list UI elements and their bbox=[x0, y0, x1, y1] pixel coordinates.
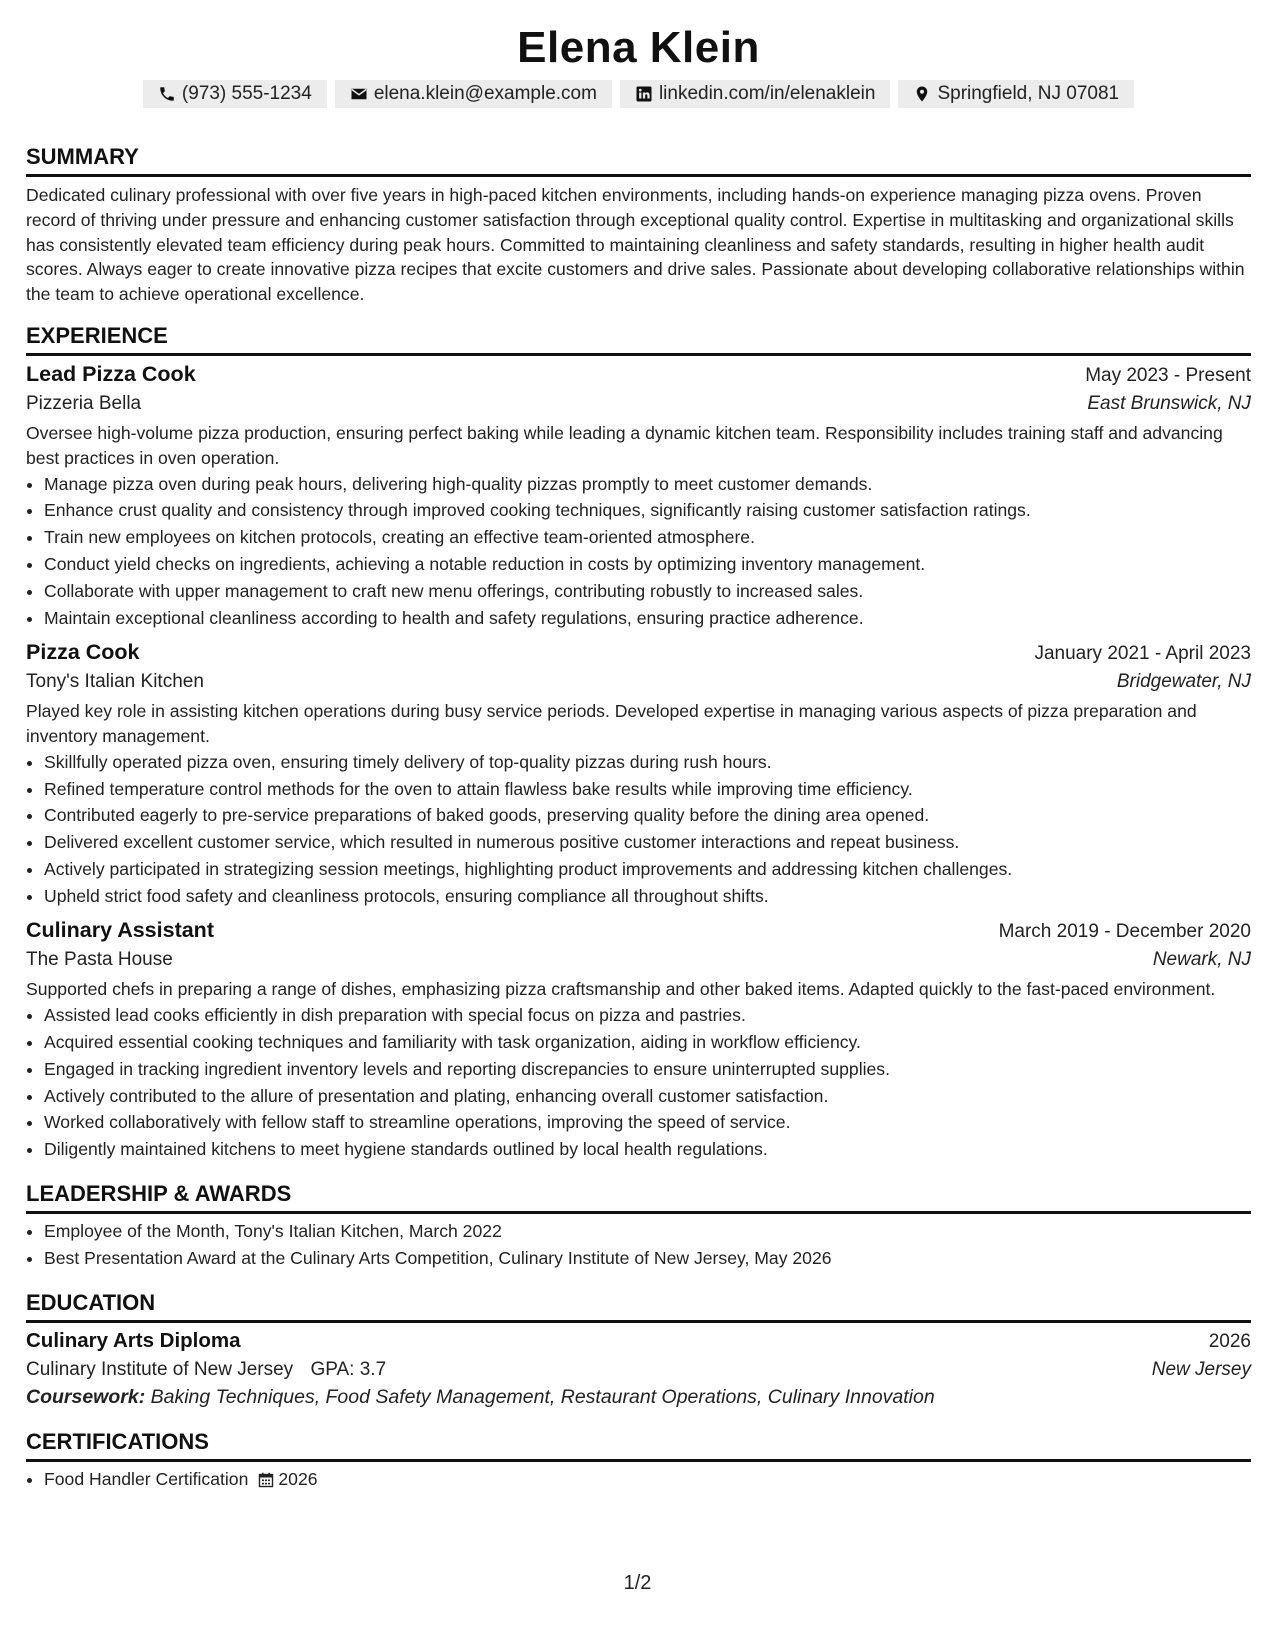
envelope-icon bbox=[350, 85, 368, 103]
list-item bbox=[44, 1466, 1251, 1493]
job-title: Lead Pizza Cook bbox=[26, 361, 196, 386]
list-item: • Worked collaboratively with fellow staff to streamline operations, improving the speed of service. bbox=[44, 1109, 1251, 1136]
contact-linkedin-text: linkedin.com/in/elenaklein bbox=[658, 83, 876, 104]
section-title-education: EDUCATION bbox=[26, 1290, 1251, 1323]
map-pin-icon bbox=[913, 85, 931, 103]
certification-name: • Food Handler Certification bbox=[44, 1469, 249, 1490]
job-bullets bbox=[26, 749, 1251, 910]
contact-location bbox=[898, 80, 1134, 108]
education-location: New Jersey bbox=[1151, 1359, 1251, 1381]
section-title-leadership: LEADERSHIP & AWARDS bbox=[26, 1181, 1251, 1214]
summary-section bbox=[26, 144, 1251, 307]
list-item: • Enhance crust quality and consistency through improved cooking techniques, significantly raising customer satisfaction ratings. bbox=[44, 497, 1251, 524]
job-description: Played key role in assisting kitchen operations during busy service periods. Developed expertise in managing various aspects of pizza preparation and inventory management. bbox=[26, 701, 1197, 746]
job-header bbox=[26, 640, 1251, 665]
coursework-label: Coursework: bbox=[26, 1386, 146, 1409]
resume-page bbox=[26, 0, 1251, 1493]
job-description: Supported chefs in preparing a range of dishes, emphasizing pizza craftsmanship and other baked items. Adapted quickly to the fast-paced environment. bbox=[26, 979, 1216, 1000]
list-item: • Maintain exceptional cleanliness according to health and safety regulations, ensuring practice adherence. bbox=[44, 605, 1251, 632]
contact-phone bbox=[143, 80, 327, 108]
list-item: • Acquired essential cooking techniques and familiarity with task organization, aiding in workflow efficiency. bbox=[44, 1029, 1251, 1056]
contact-location-text: Springfield, NJ 07081 bbox=[937, 83, 1120, 104]
section-title-summary: SUMMARY bbox=[26, 144, 1251, 177]
leadership-list bbox=[26, 1218, 1251, 1272]
list-item: • Delivered excellent customer service, which resulted in numerous positive customer interactions and repeat business. bbox=[44, 829, 1251, 856]
job-location: East Brunswick, NJ bbox=[1087, 392, 1251, 414]
phone-icon bbox=[158, 85, 176, 103]
education-gpa: GPA: 3.7 bbox=[310, 1359, 387, 1381]
job-title: Culinary Assistant bbox=[26, 918, 214, 943]
page-number: 1/2 bbox=[623, 1572, 652, 1594]
section-title-certifications: CERTIFICATIONS bbox=[26, 1429, 1251, 1462]
list-item: • Engaged in tracking ingredient inventory levels and reporting discrepancies to ensure uninterrupted supplies. bbox=[44, 1056, 1251, 1083]
education-school: Culinary Institute of New Jersey bbox=[26, 1359, 294, 1381]
list-item: • Manage pizza oven during peak hours, delivering high-quality pizzas promptly to meet customer demands. bbox=[44, 471, 1251, 498]
job-header bbox=[26, 918, 1251, 943]
certifications-list bbox=[26, 1466, 1251, 1493]
list-item: • Assisted lead cooks efficiently in dish preparation with special focus on pizza and pastries. bbox=[44, 1002, 1251, 1029]
list-item: • Collaborate with upper management to craft new menu offerings, contributing robustly to increased sales. bbox=[44, 578, 1251, 605]
certification-row bbox=[44, 1466, 1251, 1493]
education-section bbox=[26, 1290, 1251, 1409]
job-entry bbox=[26, 362, 1251, 632]
job-dates: January 2021 - April 2023 bbox=[1034, 643, 1251, 665]
education-degree: Culinary Arts Diploma bbox=[26, 1329, 241, 1353]
education-year: 2026 bbox=[1208, 1331, 1251, 1353]
contact-bar bbox=[26, 80, 1251, 108]
list-item: • Upheld strict food safety and cleanliness protocols, ensuring compliance all throughout shifts. bbox=[44, 883, 1251, 910]
contact-email-text: elena.klein@example.com bbox=[373, 83, 597, 104]
list-item: • Contributed eagerly to pre-service preparations of baked goods, preserving quality before the dining area opened. bbox=[44, 802, 1251, 829]
list-item: • Best Presentation Award at the Culinary Arts Competition, Culinary Institute of New Jersey, May 2026 bbox=[44, 1245, 1251, 1272]
education-school-line bbox=[26, 1359, 386, 1381]
list-item: • Employee of the Month, Tony's Italian Kitchen, March 2022 bbox=[44, 1218, 1251, 1245]
job-subheader bbox=[26, 949, 1251, 971]
summary-text: Dedicated culinary professional with over five years in high-paced kitchen environments, including hands-on experience managing pizza ovens. Proven record of thriving under pressure and enhancing customer satisfaction through exceptional quality control. Expertise in multitasking and organizational skills has consistently elevated team efficiency during peak hours. Committed to maintaining cleanliness and safety standards, resulting in higher health audit scores. Always eager to create innovative pizza recipes that excite customers and drive sales. Passionate about developing collaborative relationships within the team to achieve operational excellence. bbox=[26, 185, 1245, 305]
job-subheader bbox=[26, 671, 1251, 693]
calendar-icon bbox=[258, 1472, 274, 1488]
job-title: Pizza Cook bbox=[26, 640, 140, 665]
list-item: • Conduct yield checks on ingredients, achieving a notable reduction in costs by optimizing inventory management. bbox=[44, 551, 1251, 578]
education-subheader bbox=[26, 1359, 1251, 1381]
list-item: • Diligently maintained kitchens to meet hygiene standards outlined by local health regulations. bbox=[44, 1136, 1251, 1163]
job-subheader bbox=[26, 393, 1251, 415]
section-title-experience: EXPERIENCE bbox=[26, 323, 1251, 356]
job-company: Tony's Italian Kitchen bbox=[26, 671, 204, 693]
list-item: • Actively contributed to the allure of presentation and plating, enhancing overall customer satisfaction. bbox=[44, 1083, 1251, 1110]
job-header bbox=[26, 362, 1251, 387]
job-location: Newark, NJ bbox=[1152, 949, 1251, 971]
list-item: • Actively participated in strategizing session meetings, highlighting product improvements and addressing kitchen challenges. bbox=[44, 856, 1251, 883]
job-bullets bbox=[26, 1002, 1251, 1163]
job-company: Pizzeria Bella bbox=[26, 392, 142, 414]
contact-phone-text: (973) 555-1234 bbox=[181, 83, 312, 104]
certification-date bbox=[258, 1466, 317, 1493]
list-item: • Refined temperature control methods for the oven to attain flawless bake results while improving time efficiency. bbox=[44, 776, 1251, 803]
job-dates: March 2019 - December 2020 bbox=[998, 921, 1251, 943]
job-bullets bbox=[26, 471, 1251, 632]
education-coursework bbox=[26, 1386, 1251, 1409]
list-item: • Train new employees on kitchen protocols, creating an effective team-oriented atmosphere. bbox=[44, 524, 1251, 551]
education-header bbox=[26, 1329, 1251, 1353]
job-company: The Pasta House bbox=[26, 949, 173, 971]
job-entry bbox=[26, 640, 1251, 910]
experience-section bbox=[26, 323, 1251, 1163]
contact-linkedin[interactable] bbox=[620, 80, 891, 108]
job-entry bbox=[26, 918, 1251, 1163]
coursework-list: Baking Techniques, Food Safety Management, Restaurant Operations, Culinary Innovation bbox=[150, 1386, 935, 1409]
job-dates: May 2023 - Present bbox=[1085, 364, 1251, 386]
certification-year: 2026 bbox=[278, 1469, 318, 1490]
list-item: • Skillfully operated pizza oven, ensuring timely delivery of top-quality pizzas during rush hours. bbox=[44, 749, 1251, 776]
certifications-section bbox=[26, 1429, 1251, 1493]
contact-email[interactable] bbox=[335, 80, 612, 108]
linkedin-icon bbox=[635, 85, 653, 103]
job-location: Bridgewater, NJ bbox=[1116, 671, 1251, 693]
candidate-name: Elena Klein bbox=[517, 23, 760, 72]
job-description: Oversee high-volume pizza production, ensuring perfect baking while leading a dynamic kitchen team. Responsibility includes training staff and advancing best practices in oven operation. bbox=[26, 422, 1223, 468]
leadership-section bbox=[26, 1181, 1251, 1272]
